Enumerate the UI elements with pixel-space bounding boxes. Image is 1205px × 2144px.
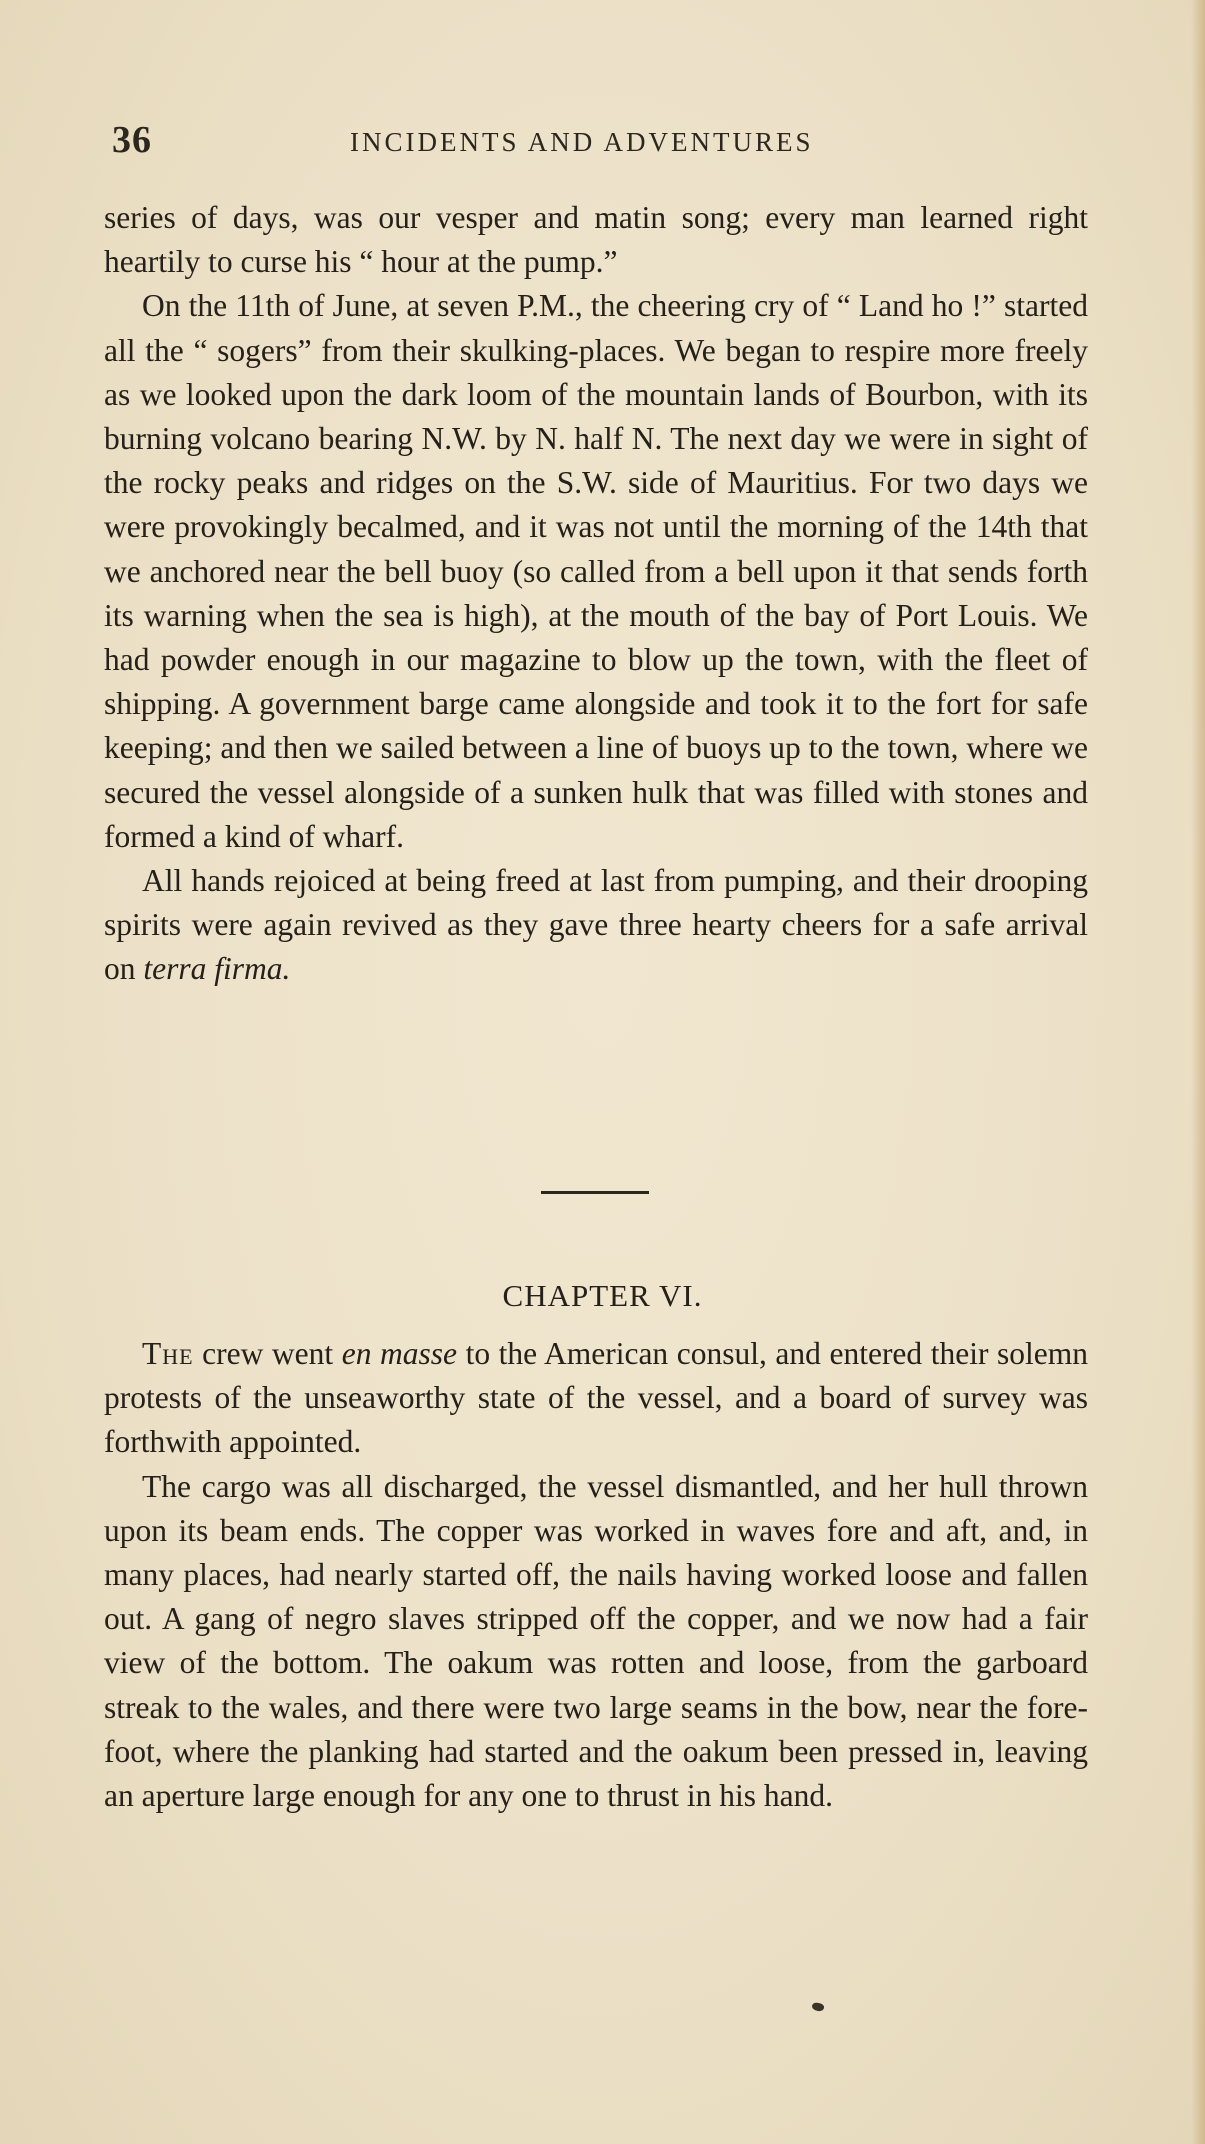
running-head: INCIDENTS AND ADVENTURES [350,127,814,157]
paragraph-rejoicing-text: All hands rejoiced at being freed at last from pumping, and their drooping spirits were again revived as they gave three hearty cheers for a safe arrival on [104,863,1088,987]
page-header [112,118,1092,168]
paragraph-continuation: series of days, was our vesper and matin song; every man learned right heartily to curse his “ hour at the pump.” [104,200,1088,280]
page-edge [1191,0,1205,2144]
paragraph-consul [104,1332,1088,1465]
paragraph-rejoicing [104,859,1088,992]
en-masse-italic: en masse [341,1336,458,1371]
text-block-before-chapter [104,196,1088,992]
section-rule [541,1191,649,1194]
paragraph-arrival: On the 11th of June, at seven P.M., the cheering cry of “ Land ho !” started all the “ sogers” from their skulking-places. We began to respire more freely as we looked upon the dark loom of the mountain lands of Bourbon, with its burning volcano bearing N.W. by N. half N. The next day we were in sight of the rocky peaks and ridges on the S.W. side of Mauritius. For two days we were provokingly becalmed, and it was not until the morning of the 14th that we anchored near the bell buoy (so called from a bell upon it that sends forth its warning when the sea is high), at the mouth of the bay of Port Louis. We had powder enough in our magazine to blow up the town, with the fleet of shipping. A government barge came alongside and took it to the fort for safe keeping; and then we sailed between a line of buoys up to the town, where we secured the vessel alongside of a sunken hulk that was filled with stones and formed a kind of wharf. [104,288,1088,854]
chapter-heading: CHAPTER VI. [502,1278,703,1313]
paragraph-consul-text-a: crew went [202,1336,334,1371]
paragraph-consul-text-b: to the American consul, and entered their solemn protests of the unseaworthy state of the vessel, and a board of survey was forthwith appointed. [104,1336,1089,1460]
opening-word: The [142,1336,194,1371]
page-number: 36 [112,119,152,161]
text-block-chapter-six [104,1332,1088,1818]
terra-firma-italic: terra firma. [143,951,291,987]
paragraph-cargo: The cargo was all discharged, the vessel dismantled, and her hull thrown upon its beam ends. The copper was worked in waves fore and aft, and, in many places, had nearly started off, the nails having worked loose and fallen out. A gang of negro slaves stripped off the copper, and we now had a fair view of the bottom. The oakum was rotten and loose, from the garboard streak to the wales, and there were two large seams in the bow, near the fore-foot, where the planking had started and the oakum been pressed in, leaving an aperture large enough for any one to thrust in his hand. [104,1468,1088,1814]
ink-mark [811,2002,824,2012]
